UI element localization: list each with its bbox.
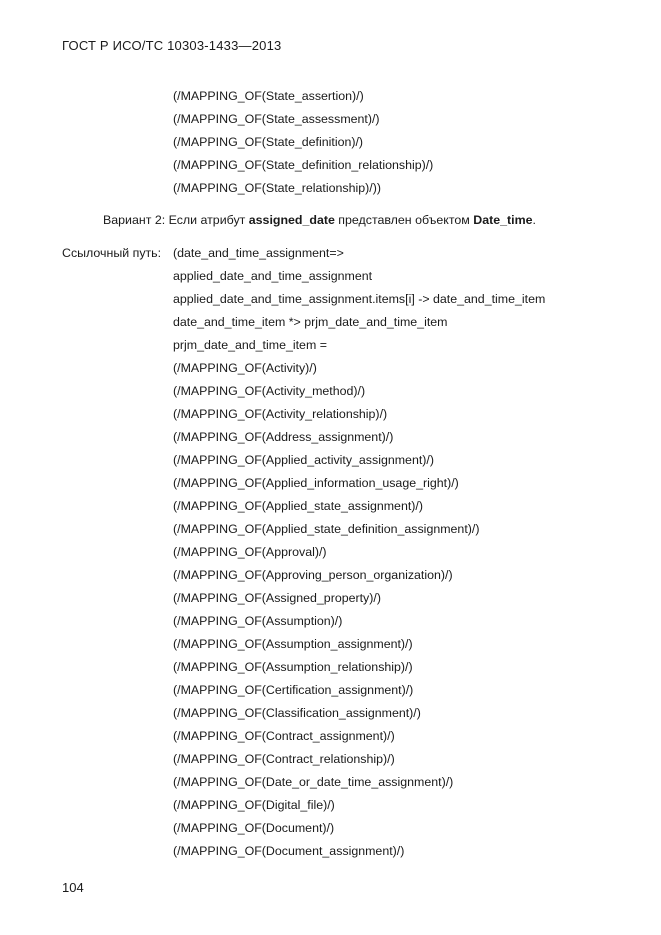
page-number: 104 xyxy=(62,880,84,895)
reference-line: applied_date_and_time_assignment xyxy=(173,269,373,283)
variant-prefix: Вариант 2: Если атрибут xyxy=(103,213,249,227)
reference-line: prjm_date_and_time_item = xyxy=(173,338,327,352)
reference-line: date_and_time_item *> prjm_date_and_time_item xyxy=(173,315,448,329)
reference-line: (/MAPPING_OF(Assumption_assignment)/) xyxy=(173,637,413,651)
reference-line: (/MAPPING_OF(Document_assignment)/) xyxy=(173,844,405,858)
reference-line: (/MAPPING_OF(Digital_file)/) xyxy=(173,798,335,812)
mapping-line: (/MAPPING_OF(State_assessment)/) xyxy=(173,112,380,126)
reference-line: (/MAPPING_OF(Applied_state_definition_assignment)/) xyxy=(173,522,480,536)
variant-attribute: assigned_date xyxy=(248,213,335,227)
reference-line: (/MAPPING_OF(Approving_person_organization)/) xyxy=(173,568,453,582)
document-header: ГОСТ Р ИСО/ТС 10303-1433—2013 xyxy=(62,38,282,53)
reference-line: (/MAPPING_OF(Address_assignment)/) xyxy=(173,430,394,444)
variant-statement xyxy=(103,213,536,228)
reference-line: (/MAPPING_OF(Applied_state_assignment)/) xyxy=(173,499,423,513)
reference-line: (/MAPPING_OF(Assumption_relationship)/) xyxy=(173,660,413,674)
mapping-line: (/MAPPING_OF(State_relationship)/)) xyxy=(173,181,381,195)
variant-suffix: . xyxy=(532,213,536,227)
reference-line: (/MAPPING_OF(Assigned_property)/) xyxy=(173,591,381,605)
variant-middle: представлен объектом xyxy=(334,213,474,227)
reference-path-label: Ссылочный путь: xyxy=(62,246,162,260)
reference-line: (/MAPPING_OF(Date_or_date_time_assignment)/) xyxy=(173,775,454,789)
mapping-line: (/MAPPING_OF(State_definition_relationship)/) xyxy=(173,158,434,172)
variant-entity: Date_time xyxy=(473,213,533,227)
reference-line: (/MAPPING_OF(Document)/) xyxy=(173,821,335,835)
reference-line: (/MAPPING_OF(Contract_relationship)/) xyxy=(173,752,395,766)
reference-line: (/MAPPING_OF(Activity)/) xyxy=(173,361,317,375)
mapping-line: (/MAPPING_OF(State_assertion)/) xyxy=(173,89,364,103)
reference-line: (/MAPPING_OF(Certification_assignment)/) xyxy=(173,683,414,697)
reference-line: (/MAPPING_OF(Contract_assignment)/) xyxy=(173,729,395,743)
reference-line: (date_and_time_assignment=> xyxy=(173,246,344,260)
mapping-line: (/MAPPING_OF(State_definition)/) xyxy=(173,135,364,149)
reference-line: (/MAPPING_OF(Assumption)/) xyxy=(173,614,343,628)
reference-line: (/MAPPING_OF(Classification_assignment)/) xyxy=(173,706,421,720)
reference-line: (/MAPPING_OF(Activity_relationship)/) xyxy=(173,407,388,421)
reference-line: (/MAPPING_OF(Applied_information_usage_right)/) xyxy=(173,476,459,490)
reference-line: (/MAPPING_OF(Activity_method)/) xyxy=(173,384,366,398)
reference-line: applied_date_and_time_assignment.items[i] -> date_and_time_item xyxy=(173,292,546,306)
reference-line: (/MAPPING_OF(Applied_activity_assignment)/) xyxy=(173,453,434,467)
reference-line: (/MAPPING_OF(Approval)/) xyxy=(173,545,327,559)
